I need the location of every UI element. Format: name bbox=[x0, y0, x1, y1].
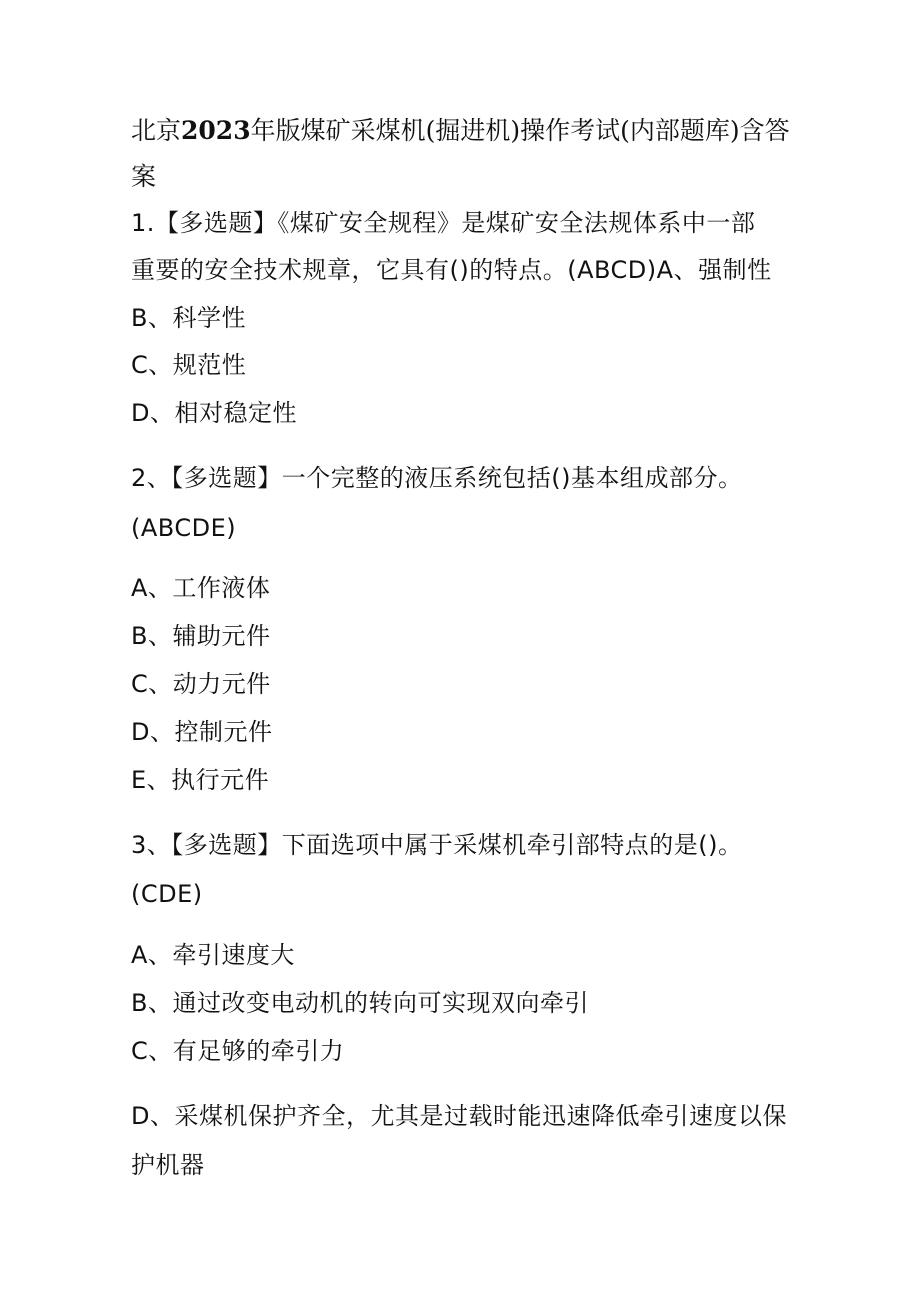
question-2-option-a: A、工作液体 bbox=[131, 574, 271, 602]
question-3-option-b: B、通过改变电动机的转向可实现双向牵引 bbox=[131, 989, 589, 1017]
question-3-stem-line-1: 3、【多选题】下面选项中属于采煤机牵引部特点的是()。 bbox=[131, 831, 743, 859]
question-1-option-d: D、相对稳定性 bbox=[131, 399, 297, 427]
question-2-option-b: B、辅助元件 bbox=[131, 622, 271, 650]
question-3-option-c: C、有足够的牵引力 bbox=[131, 1037, 345, 1065]
document-title-line-1 bbox=[131, 116, 790, 146]
question-3-option-d-line-1: D、采煤机保护齐全，尤其是过载时能迅速降低牵引速度以保 bbox=[131, 1102, 787, 1130]
question-2-option-c: C、动力元件 bbox=[131, 670, 271, 698]
title-prefix: 北京 bbox=[131, 116, 182, 145]
title-suffix: 年版煤矿采煤机(掘进机)操作考试(内部题库)含答 bbox=[250, 116, 790, 145]
question-1-stem-line-1: 1.【多选题】《煤矿安全规程》是煤矿安全法规体系中一部 bbox=[131, 209, 756, 237]
question-2-stem-line-1: 2、【多选题】一个完整的液压系统包括()基本组成部分。 bbox=[131, 464, 743, 492]
question-3-option-a: A、牵引速度大 bbox=[131, 941, 295, 969]
question-2-option-d: D、控制元件 bbox=[131, 718, 273, 746]
title-year: 2023 bbox=[181, 116, 251, 145]
question-2-stem-line-2: (ABCDE) bbox=[131, 514, 237, 542]
question-3-stem-line-2: (CDE) bbox=[131, 880, 203, 908]
question-1-option-b: B、科学性 bbox=[131, 304, 246, 332]
question-1-stem-line-2: 重要的安全技术规章，它具有()的特点。(ABCD)A、强制性 bbox=[131, 256, 772, 284]
question-3-option-d-line-2: 护机器 bbox=[131, 1151, 205, 1179]
question-1-option-c: C、规范性 bbox=[131, 351, 247, 379]
document-title-line-2: 案 bbox=[131, 162, 157, 191]
question-2-option-e: E、执行元件 bbox=[131, 766, 270, 794]
